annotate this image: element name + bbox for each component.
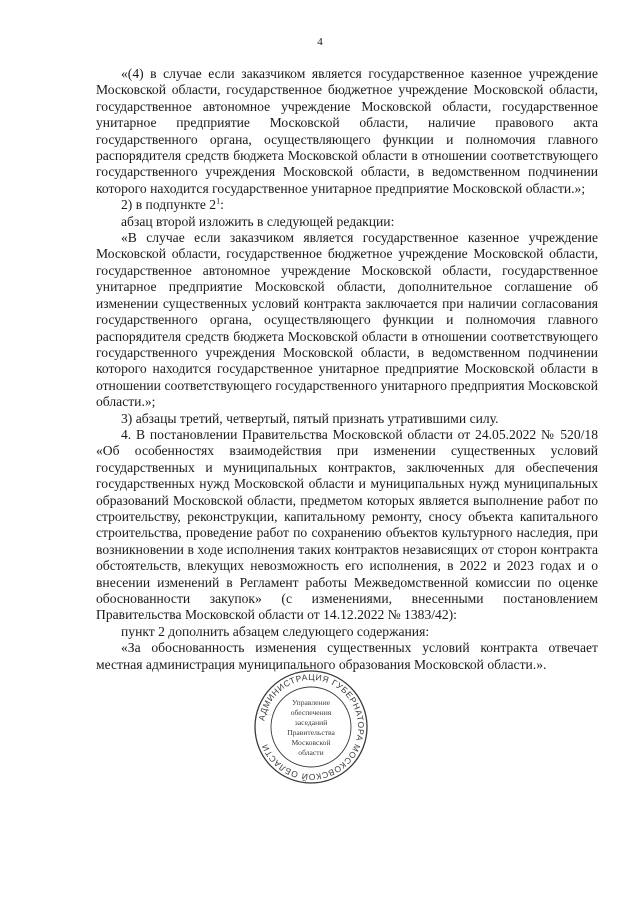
paragraph-punkt-2: пункт 2 дополнить абзацем следующего содержания: — [121, 623, 430, 639]
paragraph-quoted-4: «(4) в случае если заказчиком является государственное казенное учреждение Московской области, государственное бюджетное учреждение Московской области, государственное автономное учреждение Московской области, государственное унитарное предприятие Московской области, наличие правового акта государственного органа, осуществляющего функции и полномочия главного распорядителя средств бюджета Московской области в отношении соответствующего государственного учреждения Московской области, в ведомственном подчинении которого находится государственное унитарное предприятие Московской области.»; — [96, 66, 598, 196]
stamp-line: области — [298, 748, 324, 757]
paragraph-subpoint-2 — [96, 197, 598, 213]
stamp-line: Московской — [291, 738, 331, 747]
stamp-line: обеспечения — [290, 708, 332, 717]
paragraph-point-4: 4. В постановлении Правительства Московской области от 24.05.2022 № 520/18 «Об особенностях взаимодействия при изменении существенных условий государственных и муниципальных контрактов, заключенных для обеспечения государственных нужд Московской области и муниципальных нужд муниципальных образований Московской области, предметом которых является выполнение работ по строительству, реконструкции, капитальному ремонту, сносу объекта капитального строительства, проведение работ по сохранению объектов культурного наследия, при возникновении в ходе исполнения таких контрактов независящих от сторон контракта обстоятельств, влекущих невозможность его исполнения, в 2022 и 2023 годах и о внесении изменений в Регламент работы Межведомственной комиссии по оценке обоснованности закупок» (с изменениями, внесенными постановлением Правительства Московской области от 14.12.2022 № 1383/42): — [96, 426, 598, 623]
subpoint-colon: : — [220, 197, 224, 213]
subpoint-text: 2) в подпункте 2 — [121, 197, 217, 213]
document-body — [96, 66, 598, 673]
paragraph-quoted-new-text: «В случае если заказчиком является государственное казенное учреждение Московской области, государственное бюджетное учреждение Московской области, государственное автономное учреждение Московской области, государственное унитарное предприятие Московской области, дополнительное соглашение об изменении существенных условий контракта заключается при наличии согласования государственного органа, осуществляющего функции и полномочия главного распорядителя средств бюджета Московской области в отношении соответствующего государственного учреждения Московской области, в ведомственном подчинении которого находится государственное унитарное предприятие Московской области в отношении соответствующего государственного унитарного предприятия Московской области.»; — [96, 230, 598, 410]
official-stamp — [252, 668, 370, 786]
stamp-line: Правительства — [287, 728, 335, 737]
paragraph-quoted-final: «За обоснованность изменения существенных условий контракта отвечает местная администрация муниципального образования Московской области.». — [96, 640, 598, 672]
page-number: 4 — [317, 36, 323, 48]
paragraph-subpoint-3: 3) абзацы третий, четвертый, пятый признать утратившими силу. — [121, 410, 499, 426]
paragraph-second-abzac: абзац второй изложить в следующей редакции: — [121, 213, 395, 229]
subpoint-superscript: 1 — [216, 196, 221, 206]
stamp-line: Управление — [291, 698, 331, 707]
stamp-line: заседаний — [294, 718, 328, 727]
stamp-ring-text: АДМИНИСТРАЦИЯ ГУБЕРНАТОРА МОСКОВСКОЙ ОБЛАСТИ — [256, 671, 367, 783]
